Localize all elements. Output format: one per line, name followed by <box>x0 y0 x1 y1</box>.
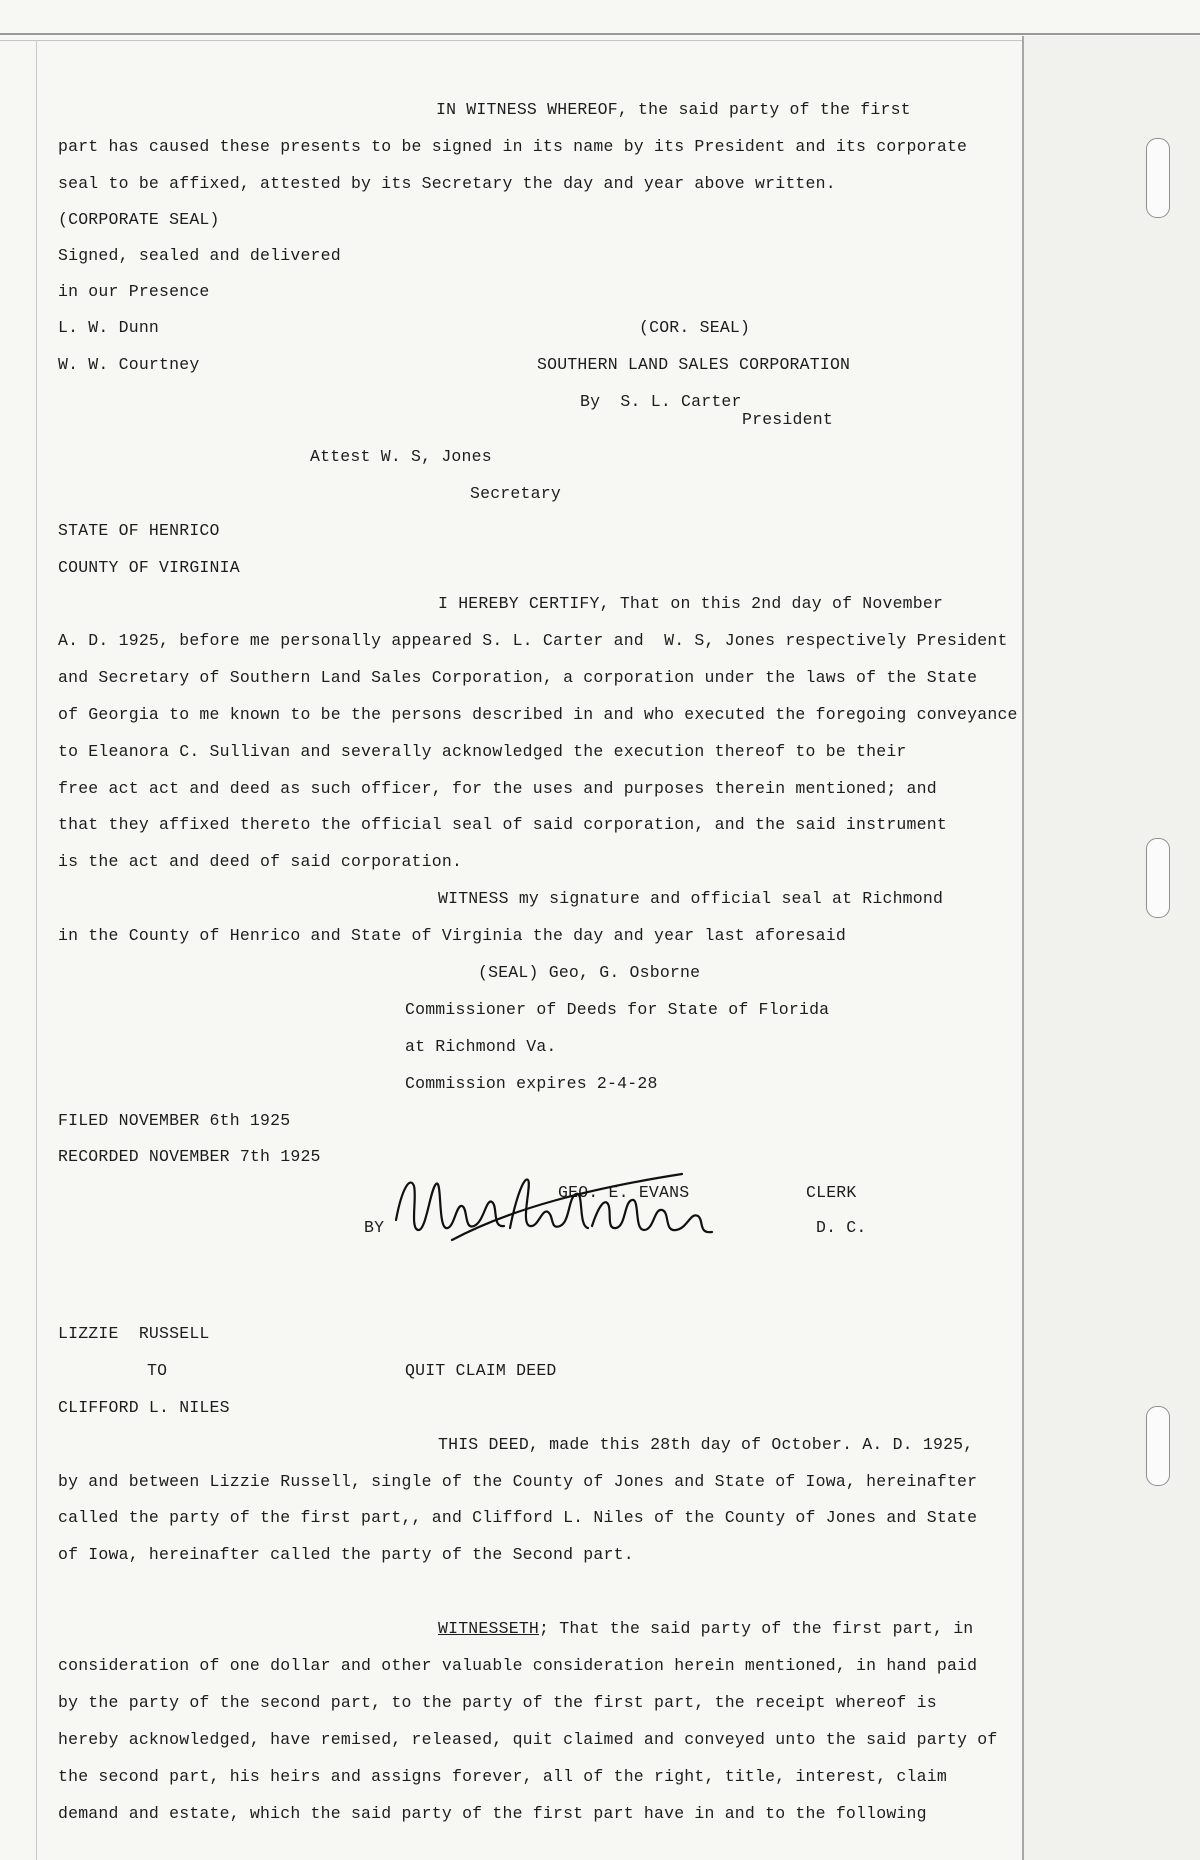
recorded-date: RECORDED NOVEMBER 7th 1925 <box>58 1147 321 1166</box>
certify-line-6: that they affixed thereto the official seal of said corporation, and the said instrument <box>58 815 947 834</box>
witness-name-1: L. W. Dunn <box>58 318 160 337</box>
witness-name-2: W. W. Courtney <box>58 355 200 374</box>
signed-sealed-line: Signed, sealed and delivered <box>58 246 341 265</box>
certify-intro: I HEREBY CERTIFY, That on this 2nd day of November <box>438 594 944 613</box>
deputy-clerk-signature <box>392 1168 722 1258</box>
filed-date: FILED NOVEMBER 6th 1925 <box>58 1111 291 1130</box>
consideration-line-2: by the party of the second part, to the party of the first part, the receipt whereof is <box>58 1693 937 1712</box>
witnesseth-word: WITNESSETH <box>438 1619 540 1638</box>
page-right-edge <box>1022 36 1024 1860</box>
commission-expires: Commission expires 2-4-28 <box>405 1074 658 1093</box>
witness-signature-body: in the County of Henrico and State of Virginia the day and year last aforesaid <box>58 926 846 945</box>
page-top-rule-secondary <box>0 40 1200 41</box>
deed-title: QUIT CLAIM DEED <box>405 1361 557 1380</box>
commissioner-title: Commissioner of Deeds for State of Florida <box>405 1000 830 1019</box>
witnesseth-rest: ; That the said party of the first part, in <box>539 1619 974 1638</box>
witnesseth-line <box>438 1619 973 1639</box>
certify-line-1: A. D. 1925, before me personally appeared S. L. Carter and W. S, Jones respectively President <box>58 631 1008 650</box>
binding-margin <box>1024 36 1200 1860</box>
corporate-seal-label: (CORPORATE SEAL) <box>58 210 220 229</box>
binder-hole-bottom <box>1146 1406 1170 1486</box>
binder-hole-middle <box>1146 838 1170 918</box>
deed-body-line-2: called the party of the first part,, and Clifford L. Niles of the County of Jones and State <box>58 1508 978 1527</box>
certify-line-4: to Eleanora C. Sullivan and severally acknowledged the execution thereof to be their <box>58 742 907 761</box>
corporation-name: SOUTHERN LAND SALES CORPORATION <box>537 355 851 374</box>
state-heading: STATE OF HENRICO <box>58 521 220 540</box>
to-label: TO <box>147 1361 168 1380</box>
president-title: President <box>742 410 833 429</box>
consideration-line-3: hereby acknowledged, have remised, released, quit claimed and conveyed unto the said party of <box>58 1730 998 1749</box>
deed-intro: THIS DEED, made this 28th day of October. A. D. 1925, <box>438 1435 974 1454</box>
deed-body-line-1: by and between Lizzie Russell, single of the County of Jones and State of Iowa, hereinafter <box>58 1472 978 1491</box>
clerk-name: GEO. E. EVANS <box>558 1183 690 1202</box>
grantee-name: CLIFFORD L. NILES <box>58 1398 230 1417</box>
clerk-title: CLERK <box>806 1183 857 1202</box>
secretary-title: Secretary <box>470 484 561 503</box>
page-left-edge <box>36 40 37 1860</box>
commissioner-location: at Richmond Va. <box>405 1037 557 1056</box>
consideration-line-4: the second part, his heirs and assigns forever, all of the right, title, interest, claim <box>58 1767 947 1786</box>
deed-body-line-3: of Iowa, hereinafter called the party of the Second part. <box>58 1545 634 1564</box>
certify-line-5: free act act and deed as such officer, for the uses and purposes therein mentioned; and <box>58 779 937 798</box>
deputy-clerk-label: D. C. <box>816 1218 867 1237</box>
witness-signature-intro: WITNESS my signature and official seal at Richmond <box>438 889 944 908</box>
by-label: BY <box>364 1218 385 1237</box>
certify-line-3: of Georgia to me known to be the persons described in and who executed the foregoing conveyance <box>58 705 1018 724</box>
in-presence-line: in our Presence <box>58 282 210 301</box>
witness-whereof-intro: IN WITNESS WHEREOF, the said party of the first <box>436 100 911 119</box>
page-top-rule <box>0 33 1200 35</box>
grantor-name: LIZZIE RUSSELL <box>58 1324 210 1343</box>
attest-line: Attest W. S, Jones <box>310 447 492 466</box>
consideration-line-5: demand and estate, which the said party of the first part have in and to the following <box>58 1804 927 1823</box>
notary-seal-line: (SEAL) Geo, G. Osborne <box>478 963 701 982</box>
certify-line-2: and Secretary of Southern Land Sales Corporation, a corporation under the laws of the State <box>58 668 978 687</box>
witness-body-line-2: seal to be affixed, attested by its Secretary the day and year above written. <box>58 174 836 193</box>
by-president-signature: By S. L. Carter <box>580 392 742 411</box>
cor-seal-label: (COR. SEAL) <box>639 318 751 337</box>
county-heading: COUNTY OF VIRGINIA <box>58 558 240 577</box>
consideration-line-1: consideration of one dollar and other valuable consideration herein mentioned, in hand paid <box>58 1656 978 1675</box>
binder-hole-top <box>1146 138 1170 218</box>
certify-line-7: is the act and deed of said corporation. <box>58 852 463 871</box>
witness-body-line-1: part has caused these presents to be signed in its name by its President and its corporate <box>58 137 968 156</box>
